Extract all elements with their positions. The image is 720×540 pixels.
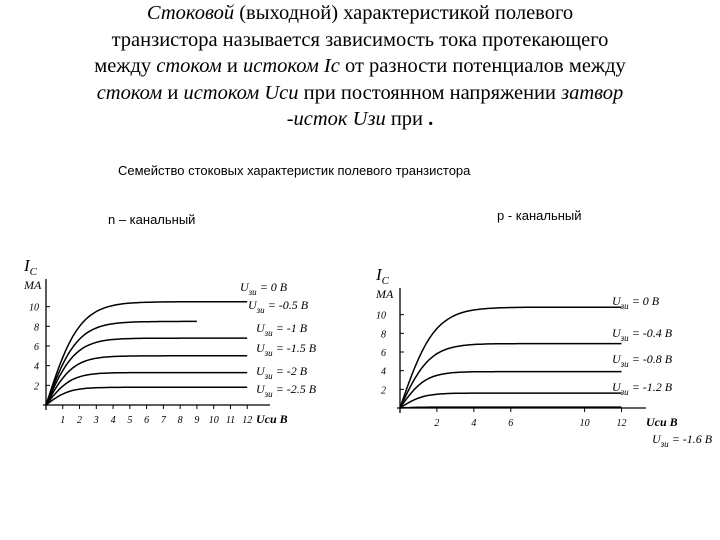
para-text: от разности потенциалов между bbox=[339, 55, 626, 77]
series-label: $U_{зи} = -2$ В bbox=[256, 364, 308, 381]
series-label: $U_{зи} = -1.6$ В bbox=[652, 432, 713, 449]
x-tick-label: 12 bbox=[242, 415, 253, 426]
para-text: (выходной) характеристикой полевого bbox=[234, 2, 574, 24]
series-label: $U_{зи} = 0$ В bbox=[240, 280, 288, 297]
y-tick-label: 4 bbox=[381, 366, 386, 378]
para-text: затвор bbox=[561, 81, 624, 104]
series-line bbox=[46, 373, 247, 405]
series-label: $U_{зи} = -1.5$ В bbox=[256, 341, 317, 358]
y-axis-label: $I_C$ bbox=[376, 265, 390, 287]
x-tick-label: 12 bbox=[616, 418, 627, 429]
x-tick-label: 2 bbox=[434, 418, 440, 429]
x-tick-label: 4 bbox=[110, 415, 116, 426]
x-tick-label: 6 bbox=[508, 418, 514, 429]
x-tick-label: 11 bbox=[225, 415, 236, 426]
y-tick-label: 6 bbox=[381, 348, 386, 359]
series-label: $U_{зи} = -0.4$ В bbox=[612, 326, 673, 343]
series-label: $U_{зи} = 0$ В bbox=[612, 294, 660, 311]
y-tick-label: 8 bbox=[34, 322, 39, 334]
p-channel-chart bbox=[360, 235, 720, 455]
y-tick-label: 10 bbox=[376, 310, 386, 322]
y-tick-label: 8 bbox=[381, 329, 386, 341]
series-label: $U_{зи} = -2.5$ В bbox=[256, 382, 317, 399]
series-label: $U_{зи} = -1.2$ В bbox=[612, 380, 673, 397]
y-axis-label: $I_C$ bbox=[24, 256, 38, 278]
x-axis-label: Ucи В bbox=[646, 415, 678, 429]
para-text: . bbox=[428, 108, 434, 130]
series-line bbox=[46, 338, 247, 405]
y-tick-label: 4 bbox=[34, 361, 39, 373]
series-label: $U_{зи} = -1$ В bbox=[256, 321, 308, 338]
x-axis-label: Ucи В bbox=[256, 412, 288, 426]
para-text: истоком Ucи bbox=[183, 81, 299, 104]
series-line bbox=[400, 393, 622, 408]
y-tick-label: 2 bbox=[381, 385, 386, 397]
x-tick-label: 2 bbox=[77, 415, 83, 426]
x-tick-label: 10 bbox=[208, 415, 219, 426]
x-tick-label: 8 bbox=[177, 415, 183, 426]
para-text: стоком bbox=[96, 81, 163, 104]
x-tick-label: 1 bbox=[60, 415, 66, 426]
x-tick-label: 9 bbox=[194, 415, 200, 426]
x-tick-label: 10 bbox=[579, 418, 590, 429]
y-tick-label: 10 bbox=[29, 302, 39, 314]
definition-paragraph bbox=[18, 0, 702, 133]
para-text: -исток Uзи bbox=[286, 108, 386, 130]
series-line bbox=[46, 387, 247, 405]
para-text: транзистора называется зависимость тока протекающего bbox=[111, 28, 609, 51]
p-channel-subtitle: р - канальный bbox=[497, 208, 582, 223]
para-text: при постоянном напряжении bbox=[298, 81, 562, 104]
x-tick-label: 6 bbox=[144, 415, 150, 426]
x-tick-label: 7 bbox=[160, 415, 166, 426]
n-channel-subtitle: n – канальный bbox=[108, 212, 196, 227]
x-tick-label: 5 bbox=[127, 415, 133, 426]
para-text: при bbox=[385, 108, 429, 130]
series-label: $U_{зи} = -0.8$ В bbox=[612, 352, 673, 369]
para-text: и bbox=[221, 55, 244, 77]
para-text: и bbox=[162, 81, 184, 104]
para-text: между bbox=[94, 55, 157, 77]
series-line bbox=[400, 372, 622, 408]
para-text: Стоковой bbox=[146, 2, 235, 24]
series-label: $U_{зи} = -0.5$ В bbox=[248, 298, 309, 315]
figure-caption: Семейство стоковых характеристик полевого транзистора bbox=[118, 163, 471, 178]
y-tick-label: 2 bbox=[34, 381, 39, 393]
x-tick-label: 4 bbox=[471, 418, 477, 429]
y-tick-label: 6 bbox=[34, 342, 39, 353]
series-line bbox=[46, 356, 247, 405]
para-text: стоком bbox=[156, 55, 222, 77]
n-channel-chart bbox=[0, 235, 360, 435]
y-axis-unit: MA bbox=[24, 278, 42, 292]
x-tick-label: 3 bbox=[93, 415, 99, 426]
y-axis-unit: MA bbox=[376, 287, 394, 301]
para-text: истоком Ic bbox=[243, 55, 340, 77]
